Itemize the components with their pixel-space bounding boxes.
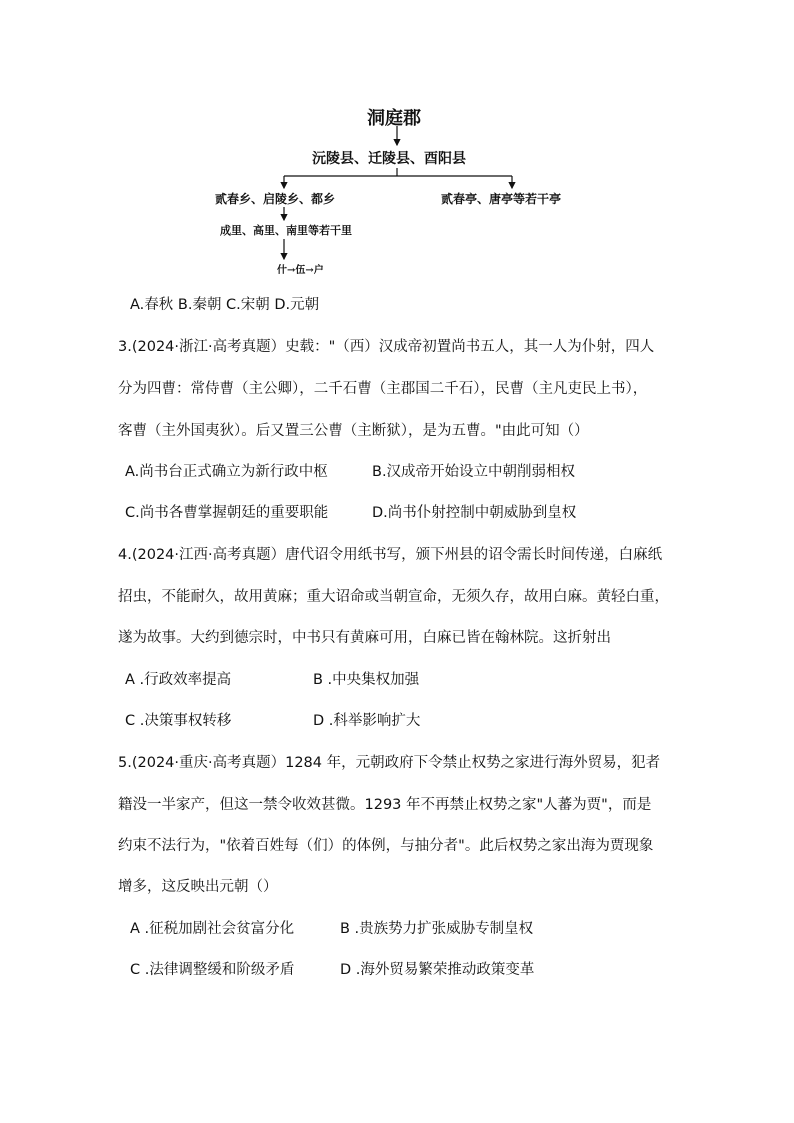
q4-stem-line-3: 遂为故事。大约到德宗时，中书只有黄麻可用，白麻已皆在翰林院。这折射出	[118, 630, 611, 646]
diagram-node-li: 成里、高里、南里等若干里	[220, 224, 352, 237]
q3-option-a: A.尚书台正式确立为新行政中枢	[125, 464, 328, 480]
q4-stem-line-1: 4.(2024·江西·高考真题）唐代诏令用纸书写，颁下州县的诏令需长时间传递，白麻纸	[118, 547, 663, 563]
q3-stem-line-1: 3.(2024·浙江·高考真题）史载："（西）汉成帝初置尚书五人，其一人为仆射，四人	[118, 339, 655, 355]
q3-option-b: B.汉成帝开始设立中朝削弱相权	[372, 464, 576, 480]
q3-option-c: C.尚书各曹掌握朝廷的重要职能	[125, 505, 329, 521]
q4-stem-line-2: 招虫，不能耐久，故用黄麻；重大诏命或当朝宣命，无须久存，故用白麻。黄轻白重，	[118, 589, 669, 605]
q5-option-b: B .贵族势力扩张威胁专制皇权	[340, 921, 534, 937]
q5-stem-line-3: 约束不法行为，"依着百姓每（们）的体例，与抽分者"。此后权势之家出海为贾现象	[118, 838, 654, 854]
q3-stem-line-2: 分为四曹：常侍曹（主公卿），二千石曹（主郡国二千石），民曹（主凡吏民上书），	[118, 381, 648, 397]
q3-stem-line-3: 客曹（主外国夷狄）。后又置三公曹（主断狱），是为五曹。"由此可知（）	[118, 423, 589, 439]
q5-option-c: C .法律调整缓和阶级矛盾	[130, 962, 295, 978]
q4-option-c: C .决策事权转移	[125, 713, 232, 729]
q5-option-a: A .征税加剧社会贫富分化	[130, 921, 295, 937]
diagram-node-jun: 洞庭郡	[367, 108, 421, 129]
diagram-node-units: 什→伍→户	[277, 265, 324, 276]
q5-stem-line-1: 5.(2024·重庆·高考真题）1284 年，元朝政府下令禁止权势之家进行海外贸易，犯者	[118, 755, 661, 771]
q4-option-d: D .科举影响扩大	[313, 713, 421, 729]
q4-option-b: B .中央集权加强	[313, 672, 420, 688]
admin-hierarchy-diagram	[200, 98, 600, 288]
q3-option-d: D.尚书仆射控制中朝威胁到皇权	[372, 505, 577, 521]
q2-options: A.春秋 B.秦朝 C.宋朝 D.元朝	[130, 297, 320, 313]
q5-stem-line-4: 增多，这反映出元朝（）	[118, 879, 278, 895]
q4-option-a: A .行政效率提高	[125, 672, 232, 688]
q5-stem-line-2: 籍没一半家产，但这一禁令收效甚微。1293 年不再禁止权势之家"人蕃为贾"，而是	[118, 797, 652, 813]
diagram-node-xiang: 贰春乡、启陵乡、都乡	[215, 192, 336, 206]
q5-option-d: D .海外贸易繁荣推动政策变革	[340, 962, 535, 978]
diagram-node-ting: 贰春亭、唐亭等若干亭	[441, 192, 562, 206]
diagram-node-counties: 沅陵县、迁陵县、酉阳县	[312, 151, 466, 167]
